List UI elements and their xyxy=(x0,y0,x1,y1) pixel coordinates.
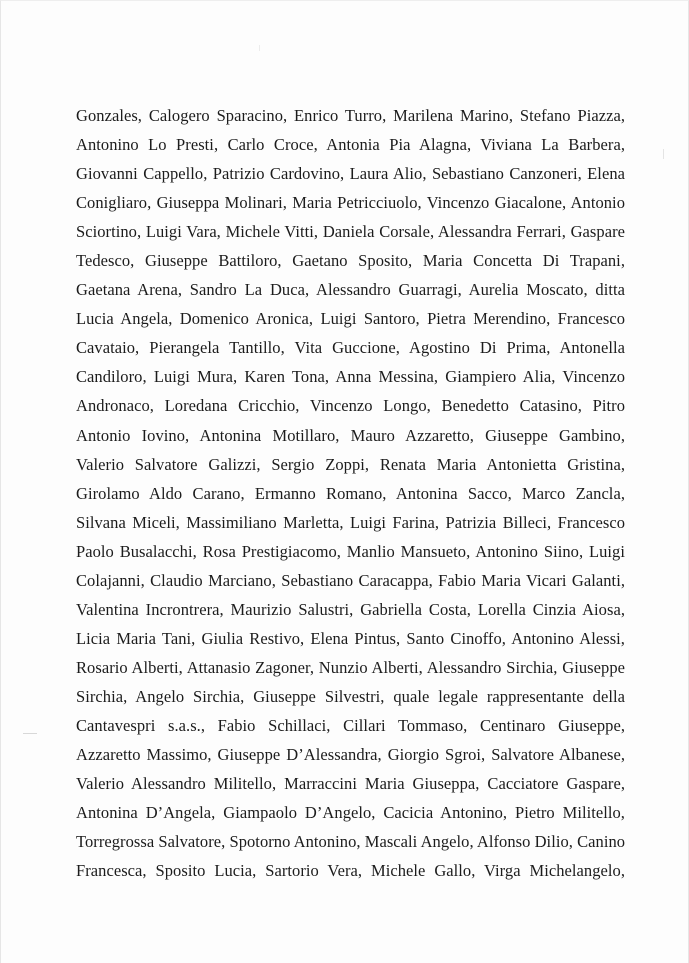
text-line: Girolamo Aldo Carano, Ermanno Romano, Antonina Sacco, Marco Zancla, xyxy=(76,483,625,503)
text-line: Antonio Iovino, Antonina Motillaro, Mauro Azzaretto, Giuseppe Gambino, xyxy=(76,425,625,445)
scan-mark xyxy=(259,45,260,51)
text-line: Antonina D’Angela, Giampaolo D’Angelo, Cacicia Antonino, Pietro Militello, xyxy=(76,803,625,823)
text-line: Rosario Alberti, Attanasio Zagoner, Nunzio Alberti, Alessandro Sirchia, Giuseppe xyxy=(76,657,625,677)
text-line: Cantavespri s.a.s., Fabio Schillaci, Cillari Tommaso, Centinaro Giuseppe, xyxy=(76,715,625,735)
text-line: Antonino Lo Presti, Carlo Croce, Antonia Pia Alagna, Viviana La Barbera, xyxy=(76,135,625,155)
text-line: Torregrossa Salvatore, Spotorno Antonino, Mascali Angelo, Alfonso Dilio, Canino xyxy=(76,832,626,852)
text-line: Andronaco, Loredana Cricchio, Vincenzo Longo, Benedetto Catasino, Pitro xyxy=(76,396,625,416)
text-line: Giovanni Cappello, Patrizio Cardovino, Laura Alio, Sebastiano Canzoneri, Elena xyxy=(76,164,625,184)
text-line: Valerio Salvatore Galizzi, Sergio Zoppi, Renata Maria Antonietta Gristina, xyxy=(76,454,625,474)
text-line: Sirchia, Angelo Sirchia, Giuseppe Silvestri, quale legale rappresentante della xyxy=(76,686,625,706)
text-line: Gonzales, Calogero Sparacino, Enrico Turro, Marilena Marino, Stefano Piazza, xyxy=(76,106,625,125)
text-line: Paolo Busalacchi, Rosa Prestigiacomo, Manlio Mansueto, Antonino Siino, Luigi xyxy=(76,541,625,561)
scan-mark xyxy=(663,149,664,159)
text-line: Tedesco, Giuseppe Battiloro, Gaetano Sposito, Maria Concetta Di Trapani, xyxy=(76,251,625,271)
text-line: Azzaretto Massimo, Giuseppe D’Alessandra, Giorgio Sgroi, Salvatore Albanese, xyxy=(76,745,625,765)
text-line: Francesca, Sposito Lucia, Sartorio Vera, Michele Gallo, Virga Michelangelo, xyxy=(76,861,625,881)
body-text xyxy=(76,101,625,885)
text-line: Cavataio, Pierangela Tantillo, Vita Guccione, Agostino Di Prima, Antonella xyxy=(76,338,625,358)
text-line: Lucia Angela, Domenico Aronica, Luigi Santoro, Pietra Merendino, Francesco xyxy=(76,309,625,329)
text-line: Conigliaro, Giuseppa Molinari, Maria Petricciuolo, Vincenzo Giacalone, Antonio xyxy=(76,193,625,213)
scan-mark xyxy=(23,733,37,734)
text-line: Sciortino, Luigi Vara, Michele Vitti, Daniela Corsale, Alessandra Ferrari, Gaspare xyxy=(76,222,625,242)
text-line: Silvana Miceli, Massimiliano Marletta, Luigi Farina, Patrizia Billeci, Francesco xyxy=(76,512,625,532)
text-line: Gaetana Arena, Sandro La Duca, Alessandro Guarragi, Aurelia Moscato, ditta xyxy=(76,280,625,300)
text-line: Valentina Incrontrera, Maurizio Salustri, Gabriella Costa, Lorella Cinzia Aiosa, xyxy=(76,599,625,619)
text-line: Colajanni, Claudio Marciano, Sebastiano Caracappa, Fabio Maria Vicari Galanti, xyxy=(76,570,625,590)
text-line: Candiloro, Luigi Mura, Karen Tona, Anna Messina, Giampiero Alia, Vincenzo xyxy=(76,367,625,387)
text-line: Valerio Alessandro Militello, Marraccini Maria Giuseppa, Cacciatore Gaspare, xyxy=(76,774,625,794)
text-line: Licia Maria Tani, Giulia Restivo, Elena Pintus, Santo Cinoffo, Antonino Alessi, xyxy=(76,628,625,648)
